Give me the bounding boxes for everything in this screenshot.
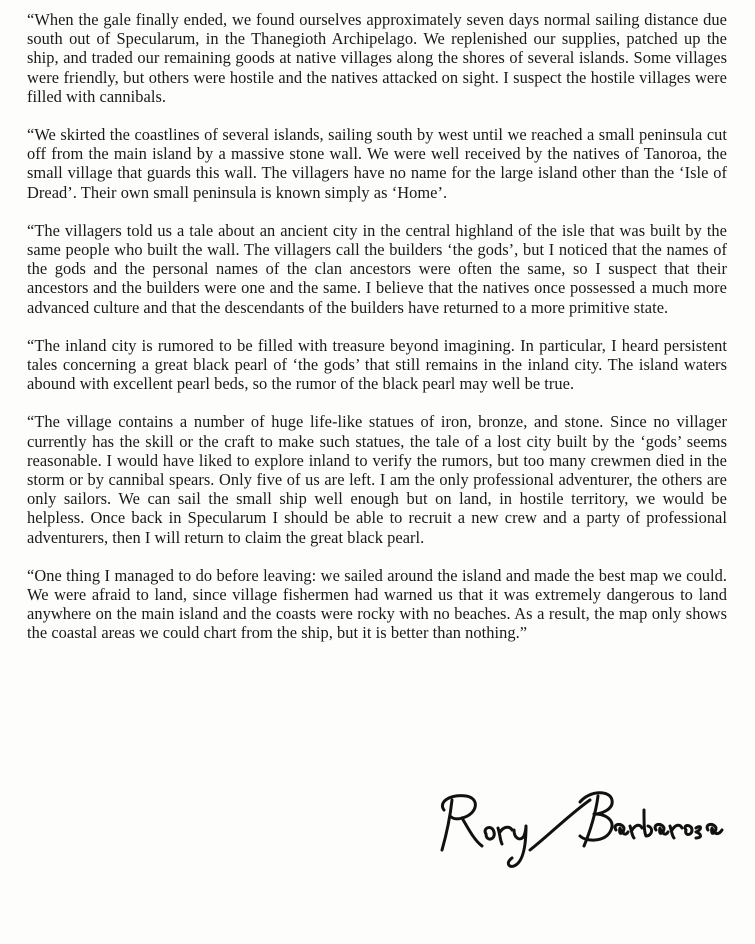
signature-drawing (430, 770, 730, 880)
paragraph-2: “We skirted the coastlines of several islands, sailing south by west until we reached a small peninsula cut off from the main island by a massive stone wall. We were well received by the natives of Tanoroa, the small village that guards this wall. The villagers have no name for the large island other than the ‘Isle of Dread’. Their own small peninsula is known simply as ‘Home’. (27, 125, 727, 202)
paragraph-4: “The inland city is rumored to be filled with treasure beyond imagining. In particular, I heard persistent tales concerning a great black pearl of ‘the gods’ that still remains in the inland city. The island waters abound with excellent pearl beds, so the rumor of the black pearl may well be true. (27, 335, 727, 394)
journal-text (27, 10, 727, 662)
paragraph-1: “When the gale finally ended, we found ourselves approximately seven days normal sailing distance due south out of Specularum, in the Thanegioth Archipelago. We replenished our supplies, patched up the ship, and traded our remaining goods at native villages along the shores of several islands. Some villages were friendly, but others were hostile and the natives attacked on sight. I suspect the hostile villages were filled with cannibals. (27, 10, 727, 106)
handwritten-signature (430, 770, 730, 880)
paragraph-6: “One thing I managed to do before leaving: we sailed around the island and made the best map we could. We were afraid to land, since village fishermen had warned us that it was extremely dangerous to land anywhere on the main island and the coasts were rocky with no beaches. As a result, the map only shows the coastal areas we could chart from the ship, but it is better than nothing.” (27, 565, 727, 643)
paragraph-3: “The villagers told us a tale about an ancient city in the central highland of the isle that was built by the same people who built the wall. The villagers call the builders ‘the gods’, but I noticed that the names of the gods and the personal names of the clan ancestors were often the same, so I suspect that their ancestors and the builders were one and the same. I believe that the natives once possessed a much more advanced culture and that the descendants of the builders have returned to a more primitive state. (27, 220, 727, 317)
paragraph-5: “The village contains a number of huge life-like statues of iron, bronze, and stone. Since no villager currently has the skill or the craft to make such statues, the tale of a lost city built by the ‘gods’ seems reasonable. I would have liked to explore inland to verify the rumors, but too many crewmen died in the storm or by cannibal spears. Only five of us are left. I am the only professional adventurer, the others are only sailors. We can sail the small ship well enough but on land, in hostile territory, we would be helpless. Once back in Specularum I should be able to recruit a new crew and a party of professional adventurers, then I will return to claim the great black pearl. (27, 412, 727, 547)
